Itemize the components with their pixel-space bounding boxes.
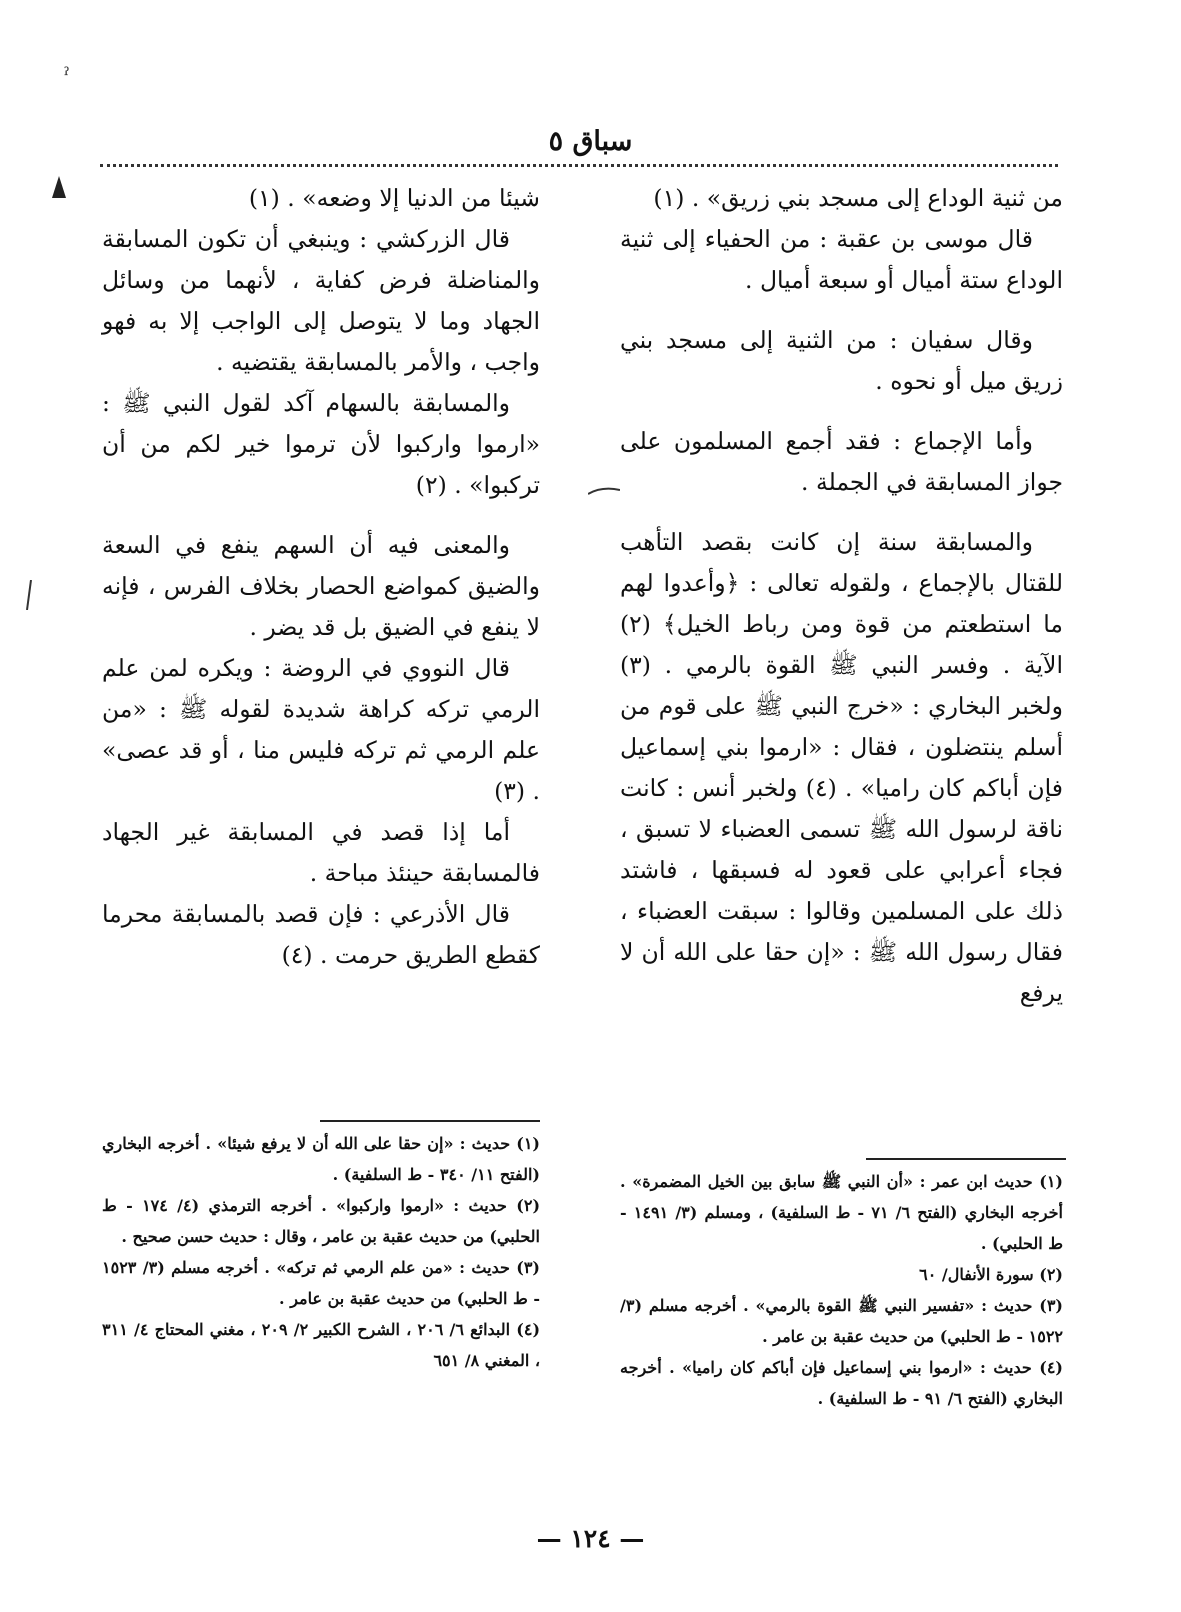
footnote: (٤) البدائع ٦/ ٢٠٦ ، الشرح الكبير ٢/ ٢٠٩ ، مغني المحتاج ٤/ ٣١١ ، المغني ٨/ ٦٥١ xyxy=(102,1320,541,1370)
header-dotted-rule xyxy=(100,164,1058,167)
margin-mark: ˀ xyxy=(64,63,70,87)
text-column-left xyxy=(102,178,540,976)
footnote: (٣) حديث : «تفسير النبي ﷺ القوة بالرمي» . أخرجه مسلم (٣/ ١٥٢٢ - ط الحلبي) من حديث عقبة بن عامر . xyxy=(620,1296,1063,1346)
footnote-separator xyxy=(320,1120,540,1122)
handwritten-annotation-mark xyxy=(588,484,620,498)
footnote: (٤) حديث : «ارموا بني إسماعيل فإن أباكم كان راميا» . أخرجه البخاري (الفتح ٦/ ٩١ - ط السلفية) . xyxy=(620,1358,1063,1408)
paragraph: قال النووي في الروضة : ويكره لمن علم الرمي تركه كراهة شديدة لقوله ﷺ : «من علم الرمي ثم تركه فليس منا ، أو قد عصى» . (٣) xyxy=(102,654,540,805)
footnote: (١) حديث : «إن حقا على الله أن لا يرفع شيئا» . أخرجه البخاري (الفتح ١١/ ٣٤٠ - ط السلفية) . xyxy=(102,1134,540,1184)
paragraph: والمعنى فيه أن السهم ينفع في السعة والضيق كمواضع الحصار بخلاف الفرس ، فإنه لا ينفع في الضيق بل قد يضر . xyxy=(102,531,540,641)
paragraph: أما إذا قصد في المسابقة غير الجهاد فالمسابقة حينئذ مباحة . xyxy=(102,818,540,887)
paragraph: والمسابقة سنة إن كانت بقصد التأهب للقتال بالإجماع ، ولقوله تعالى : ﴿وأعدوا لهم ما استطعتم من قوة ومن رباط الخيل﴾ (٢) الآية . وفسر النبي ﷺ القوة بالرمي . (٣) ولخبر البخاري : «خرج النبي ﷺ على قوم من أسلم ينتضلون ، فقال : «ارموا بني إسماعيل فإن أباكم كان راميا» . (٤) ولخبر أنس : كانت ناقة لرسول الله ﷺ تسمى العضباء لا تسبق ، فجاء أعرابي على قعود له فسبقها ، فاشتد ذلك على المسلمين وقالوا : سبقت العضباء ، فقال رسول الله ﷺ : «إن حقا على الله أن لا يرفع xyxy=(620,528,1063,1007)
paragraph: قال الزركشي : وينبغي أن تكون المسابقة والمناضلة فرض كفاية ، لأنهما من وسائل الجهاد وما لا يتوصل إلى الواجب إلا به فهو واجب ، والأمر بالمسابقة يقتضيه . xyxy=(102,225,540,376)
paragraph: من ثنية الوداع إلى مسجد بني زريق» . (١) xyxy=(653,184,1063,212)
page-number: — ١٢٤ — xyxy=(536,1524,645,1553)
footnote: (١) حديث ابن عمر : «أن النبي ﷺ سابق بين الخيل المضمرة» . أخرجه البخاري (الفتح ٦/ ٧١ - ط السلفية) ، ومسلم (٣/ ١٤٩١ - ط الحلبي) . xyxy=(620,1172,1063,1253)
text-column-right xyxy=(620,178,1063,1014)
paragraph: شيئا من الدنيا إلا وضعه» . (١) xyxy=(248,184,540,212)
margin-arrow-mark xyxy=(50,176,68,200)
paragraph: والمسابقة بالسهام آكد لقول النبي ﷺ : «ارموا واركبوا لأن ترموا خير لكم من أن تركبوا» . (٢) xyxy=(102,389,540,499)
footnote: (٣) حديث : «من علم الرمي ثم تركه» . أخرجه مسلم (٣/ ١٥٢٣ - ط الحلبي) من حديث عقبة بن عامر . xyxy=(102,1258,540,1308)
paragraph: وأما الإجماع : فقد أجمع المسلمون على جواز المسابقة في الجملة . xyxy=(620,427,1063,496)
paragraph: قال موسى بن عقبة : من الحفياء إلى ثنية الوداع ستة أميال أو سبعة أميال . xyxy=(620,225,1063,294)
footnote: (٢) سورة الأنفال/ ٦٠ xyxy=(919,1265,1063,1284)
footnotes-right xyxy=(620,1166,1063,1414)
page-header-title: سباق ٥ xyxy=(548,126,633,157)
footnotes-left xyxy=(102,1128,540,1376)
footnote-separator xyxy=(866,1158,1066,1160)
paragraph: وقال سفيان : من الثنية إلى مسجد بني زريق ميل أو نحوه . xyxy=(620,326,1063,395)
footnote: (٢) حديث : «ارموا واركبوا» . أخرجه الترمذي (٤/ ١٧٤ - ط الحلبي) من حديث عقبة بن عامر ، وقال : حديث حسن صحيح . xyxy=(102,1196,541,1246)
paragraph: قال الأذرعي : فإن قصد بالمسابقة محرما كقطع الطريق حرمت . (٤) xyxy=(102,900,540,969)
margin-tick-mark xyxy=(24,580,34,610)
